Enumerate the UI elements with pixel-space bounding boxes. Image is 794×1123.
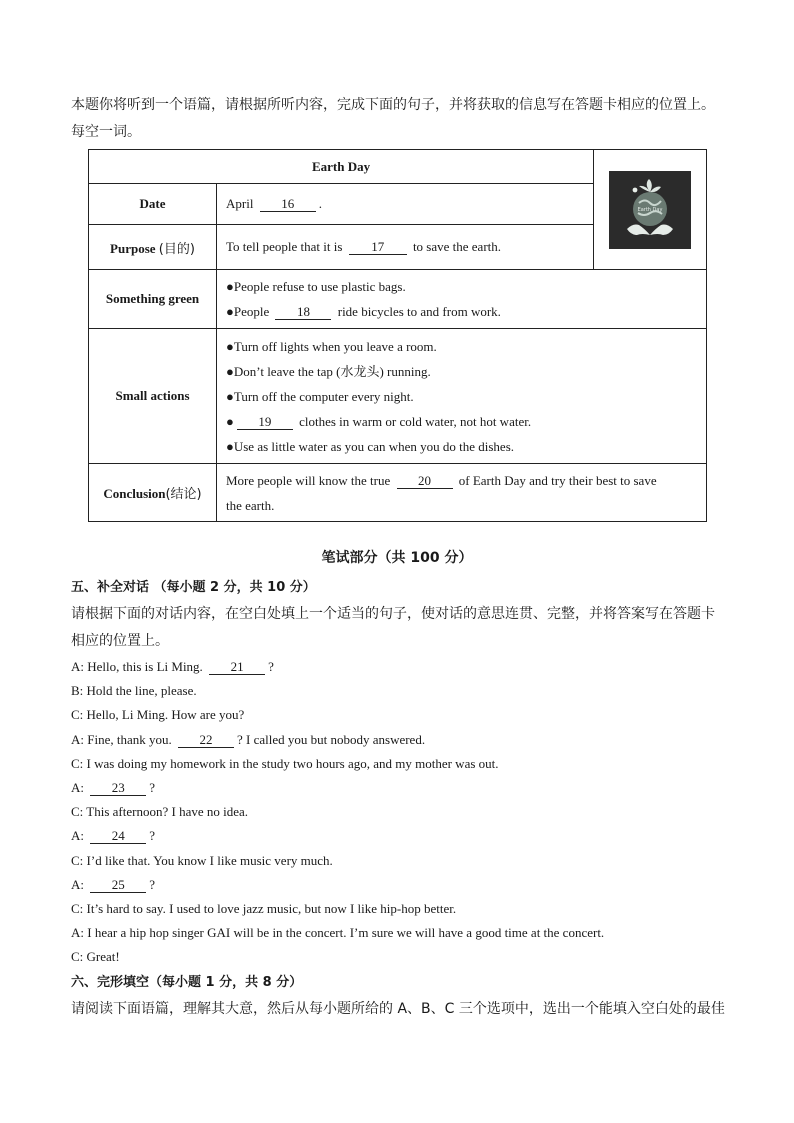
- dialogue-text: ?: [149, 828, 156, 844]
- dialogue-line: C: Hello, Li Ming. How are you?: [71, 707, 245, 723]
- date-label: Date: [89, 184, 217, 225]
- purpose-label: [89, 225, 217, 270]
- earth-hands-icon: [609, 171, 691, 249]
- green-line-1: ●People refuse to use plastic bags.: [226, 279, 406, 294]
- dialogue-text: A:: [71, 780, 84, 796]
- dialogue-text: ?: [149, 876, 156, 892]
- green-line-2: [226, 299, 697, 324]
- dialogue-line: C: This afternoon? I have no idea.: [71, 804, 249, 820]
- dialogue-text: A: Hello, this is Li Ming.: [71, 659, 203, 674]
- date-value: [217, 184, 594, 225]
- dialogue-text: ?: [268, 659, 274, 674]
- action-item: ●Don’t leave the tap (水龙头) running.: [226, 363, 431, 379]
- conclusion-line-2: the earth.: [226, 497, 275, 513]
- dialogue-line: A: I hear a hip hop singer GAI will be in the concert. I’m sure we will have a good time at the concert.: [71, 925, 605, 941]
- action-item: [226, 409, 697, 434]
- earth-day-table: [88, 149, 707, 522]
- actions-value: [217, 329, 707, 464]
- dialogue-line: B: Hold the line, please.: [71, 683, 197, 699]
- conclusion-label-en: Conclusion: [103, 486, 166, 501]
- dialogue-line: [71, 655, 726, 679]
- dialogue-line: C: I’d like that. You know I like music very much.: [71, 852, 333, 868]
- dialogue-text: ? I called you but nobody answered.: [237, 731, 426, 747]
- date-suffix: .: [318, 196, 322, 211]
- green-line-2-prefix: ●People: [226, 304, 270, 319]
- actions-label: Small actions: [89, 329, 217, 464]
- action-item: ●Turn off lights when you leave a room.: [226, 338, 437, 354]
- conclusion-value: [217, 464, 707, 522]
- blank-23: 23: [90, 780, 146, 796]
- dialogue-text: ?: [149, 780, 156, 796]
- blank-24: 24: [90, 828, 146, 844]
- section-5-instruction-1: 请根据下面的对话内容，在空白处填上一个适当的句子，使对话的意思连贯、完整，并将答案写在答题卡: [71, 606, 715, 622]
- earth-day-logo: [594, 150, 707, 270]
- date-prefix: April: [226, 196, 254, 211]
- dialogue-line: C: I was doing my homework in the study two hours ago, and my mother was out.: [71, 755, 499, 771]
- action-item: ●Use as little water as you can when you do the dishes.: [226, 438, 515, 454]
- logo-caption: Earth Day: [637, 206, 663, 213]
- dialogue-text: A:: [71, 828, 84, 844]
- purpose-prefix: To tell people that it is: [226, 239, 343, 254]
- conclusion-line-1: [226, 468, 697, 493]
- section-5-instruction-2: 相应的位置上。: [71, 633, 169, 649]
- section-6-heading: 六、完形填空（每小题 1 分，共 8 分）: [71, 974, 303, 990]
- conclusion-label-cn: (结论): [165, 487, 202, 502]
- purpose-value: [217, 225, 594, 270]
- blank-21: 21: [209, 659, 265, 675]
- dialogue-line: [71, 873, 726, 897]
- green-label: Something green: [89, 270, 217, 329]
- dialogue-line: C: It’s hard to say. I used to love jazz music, but now I like hip-hop better.: [71, 901, 457, 917]
- listening-instructions: [71, 92, 731, 146]
- purpose-label-cn: (目的): [158, 241, 195, 257]
- action-bullet: ●: [226, 413, 234, 429]
- blank-17: 17: [349, 239, 407, 255]
- dialogue-line: C: Great!: [71, 949, 120, 965]
- dialogue-text: A:: [71, 876, 84, 892]
- purpose-suffix: to save the earth.: [412, 239, 502, 254]
- conclusion-suffix: of Earth Day and try their best to save: [458, 472, 657, 488]
- table-title: Earth Day: [89, 150, 594, 184]
- blank-25: 25: [90, 877, 146, 893]
- dialogue-text: A: Fine, thank you.: [71, 731, 172, 747]
- dialogue-line: [71, 824, 726, 848]
- instruction-line-1: 本题你将听到一个语篇，请根据所听内容，完成下面的句子，并将获取的信息写在答题卡相应的位置上。: [71, 97, 715, 113]
- blank-16: 16: [260, 196, 316, 212]
- conclusion-label: [89, 464, 217, 522]
- blank-18: 18: [275, 304, 331, 320]
- dialogue-line: [71, 776, 726, 800]
- blank-20: 20: [397, 473, 453, 489]
- blank-19: 19: [237, 414, 293, 430]
- conclusion-prefix: More people will know the true: [226, 472, 391, 488]
- green-value: [217, 270, 707, 329]
- dialogue-line: [71, 728, 726, 752]
- exam-content: [71, 575, 726, 1023]
- instruction-line-2: 每空一词。: [71, 124, 141, 140]
- purpose-label-en: Purpose: [110, 240, 156, 256]
- section-6-instruction-1: 请阅读下面语篇，理解其大意，然后从每小题所给的 A、B、C 三个选项中，选出一个能填入空白处的最佳: [71, 1000, 725, 1017]
- written-part-heading: 笔试部分（共 100 分）: [321, 550, 473, 566]
- section-5-heading: 五、补全对话 （每小题 2 分，共 10 分）: [71, 580, 316, 595]
- green-line-2-suffix: ride bicycles to and from work.: [337, 304, 501, 319]
- action-item: ●Turn off the computer every night.: [226, 388, 414, 404]
- blank-22: 22: [178, 732, 234, 748]
- action-item-4-suffix: clothes in warm or cold water, not hot water.: [299, 413, 532, 429]
